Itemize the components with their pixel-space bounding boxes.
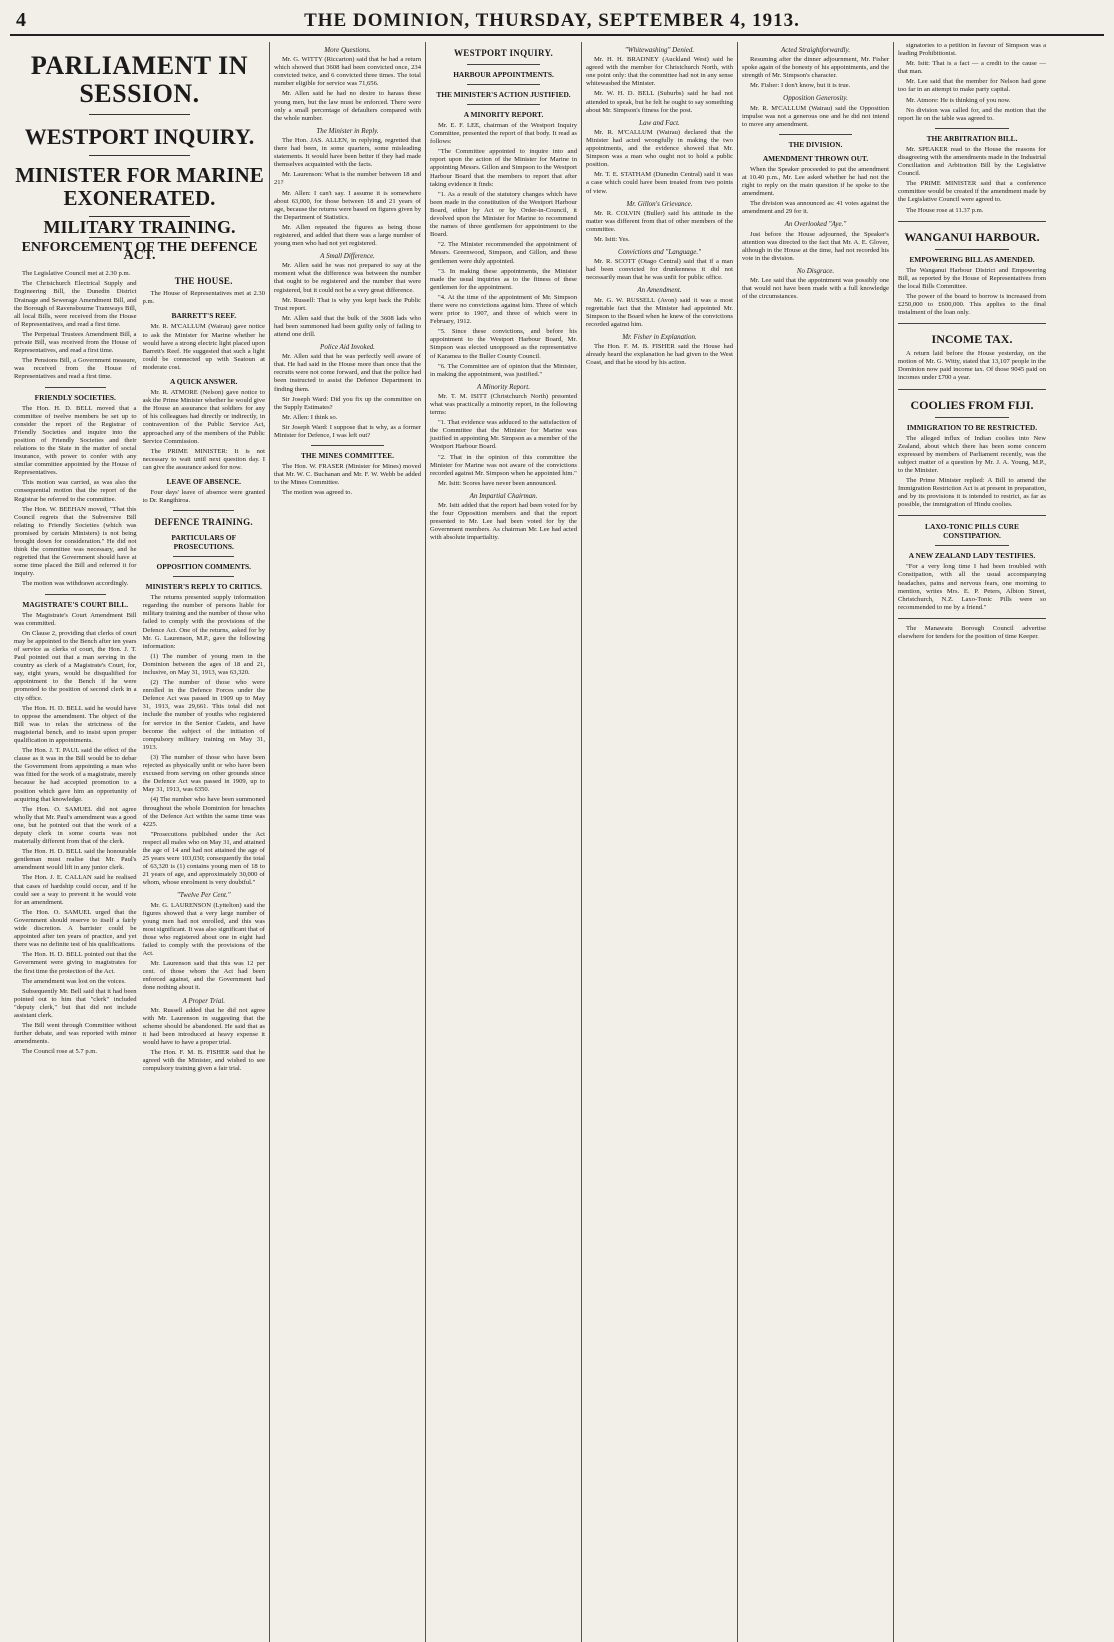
paragraph: The Hon. J. E. CALLAN said he realised that cases of hardship could occur, and if he could see a way to prevent it he would vote for an amendment.	[14, 874, 137, 906]
paragraph: The division was announced as: 41 votes against the amendment and 29 for it.	[742, 200, 889, 216]
paragraph: Four days' leave of absence were granted to Dr. Rangihiroa.	[142, 488, 265, 505]
paragraph: The Prime Minister replied: A Bill to amend the Immigration Restriction Act is at present in preparation, and by its provisions it is intended to restrict, as far as possible, the immigration of Hindu coolies.	[898, 477, 1046, 509]
section-subheading: A Minority Report.	[477, 382, 530, 391]
section-heading: WANGANUI HARBOUR.	[904, 229, 1040, 244]
lead-inner-columns	[14, 270, 265, 1075]
section-subheading: THE MINISTER'S ACTION JUSTIFIED.	[436, 90, 571, 99]
column-whitewashing	[582, 42, 738, 1642]
masthead	[10, 6, 1104, 36]
paragraph: The PRIME MINISTER said that a conference committee would be created if the amendment made by the Legislative Council were agreed to.	[898, 180, 1046, 204]
section-subheading: OPPOSITION COMMENTS.	[156, 562, 251, 572]
paragraph: This motion was carried, as was also the consequential motion that the report of the Registrar be referred to the committee.	[14, 479, 137, 503]
council-paragraphs	[14, 270, 137, 381]
paragraph: Mr. E. F. LEE, chairman of the Westport Inquiry Committee, presented the report of that body. It read as follows:	[430, 122, 577, 146]
paragraph: Mr. R. SCOTT (Otago Central) said that if a man had been convicted for drunkenness it did not necessarily mean that he was unfit for public office.	[586, 258, 733, 282]
paragraph: The Hon. H. D. BELL pointed out that the Government were giving to magistrates for the first time the protection of the Act.	[14, 951, 137, 975]
section-subheading: A NEW ZEALAND LADY TESTIFIES.	[908, 551, 1036, 561]
section-subheading: "Twelve Per Cent."	[176, 891, 231, 900]
paragraph: "6. The Committee are of opinion that the Minister, in making the appointment, was justified."	[430, 362, 577, 378]
section-subheading: Acted Straightforwardly.	[781, 46, 850, 54]
paragraph: Subsequently Mr. Bell said that it had been pointed out to him that "clerk" included "deputy clerk," but that did not include assistant clerk.	[14, 987, 137, 1019]
paragraph: Mr. T. E. STATHAM (Dunedin Central) said it was a case which could have been treated from two points of view.	[586, 171, 733, 195]
paragraph: Mr. SPEAKER read to the House the reasons for disagreeing with the amendments made in the Industrial Conciliation and Arbitration Bill by the Legislative Council.	[898, 145, 1046, 178]
section-subheading: Police Aid Invoked.	[320, 343, 375, 352]
paragraph: The Hon. J. T. PAUL said the effect of the clause as it was in the Bill would be to debar the Government from appointing a man who was fitted for the work of a magistrate, merely because he had accepted promotion to a position which gave him an opportunity of acquiring that knowledge.	[14, 747, 137, 803]
paragraph: The Hon. W. BEEHAN moved, "That this Council regrets that the Subversive Bill relating to Friendly Societies (which was promised by certain Ministers) is not being brought down for consideration." He did not think the committee was necessary, and he regretted that the Government should have at some time placed the Bill and referred it for inquiry.	[14, 505, 137, 578]
section-subheading: A Proper Trial.	[182, 996, 226, 1005]
masthead-title: THE DOMINION, THURSDAY, SEPTEMBER 4, 1913.	[304, 10, 800, 31]
paragraph: "3. In making these appointments, the Minister made the usual inquiries as to the fitness of these gentlemen for the appointment.	[430, 267, 577, 291]
section-heading: LAXO-TONIC PILLS CURE CONSTIPATION.	[925, 522, 1019, 541]
section-heading: A QUICK ANSWER.	[169, 377, 238, 387]
paragraph: Mr. Allen: I think so.	[282, 413, 338, 421]
paragraph: Sir Joseph Ward: Did you fix up the committee on the Supply Estimates?	[274, 395, 421, 411]
section-heading: BARRETT'S REEF.	[171, 311, 237, 321]
paragraph: Mr. R. ATMORE (Nelson) gave notice to ask the Prime Minister whether he would give the House an assurance that soldiers for any of his colleagues had directly or indirectly, in contravention of the Public Service Act, approached any of the members of the Public Service Commission.	[142, 389, 265, 445]
paragraph: "2. That in the opinion of this committee the Minister for Marine was not aware of the convictions recorded against Mr. Simpson when he appointed him."	[430, 453, 577, 477]
section-heading: WESTPORT INQUIRY.	[454, 48, 553, 58]
paragraph: Mr. Allen said he had no desire to harass these young men, but the law must be enforced. There were only a small percentage of defaulters compared with the whole number.	[274, 90, 421, 122]
paragraph: "For a very long time I had been troubled with Constipation, with all the usual accompanying headaches, pains and nervous fears, one morning to mention, writes Mrs. E. P. Peters, Albion Street, Christchurch, N.Z. Laxo-Tonic Pills were so recommended to me by a friend."	[898, 563, 1046, 611]
paragraph: The alleged influx of Indian coolies into New Zealand, about which there has been some concern expressed by members of Parliament recently, was the subject matter of a question by Mr. J. A. Young, M.P., to the Minister.	[898, 434, 1046, 474]
paragraph: The Hon. O. SAMUEL urged that the Government should reserve to itself a fairly wide discretion. A barrister could be appointed after ten years of practice, and yet there was no definite test of his qualifications.	[14, 908, 137, 949]
paragraph: Just before the House adjourned, the Speaker's attention was directed to the fact that Mr. A. E. Glover, although in the House at the time, had not recorded his vote in the division.	[742, 230, 889, 262]
section-subheading: EMPOWERING BILL AS AMENDED.	[909, 254, 1035, 264]
paragraph: The Bill went through Committee without further debate, and was reported with minor amendments.	[14, 1022, 137, 1046]
paragraph: The Legislative Council met at 2.30 p.m.	[22, 270, 131, 278]
section-heading: THE ARBITRATION BILL.	[926, 133, 1018, 143]
paragraph: Mr. Isitt added that the report had been voted for by the four Opposition members and that the report presented to Mr. Lee had been voted for by the Government members. As chairman Mr. Lee had acted with absolute impartiality.	[430, 502, 577, 542]
section-subheading: Mr. Gillon's Grievance.	[626, 199, 693, 208]
section-subheading: An Overlooked "Aye."	[784, 220, 847, 229]
paragraph: The Hon. O. SAMUEL did not agree wholly that Mr. Paul's amendment was a good one, but he pointed out that the work of a deputy clerk in some courts was not materially different from that of the clerk.	[14, 805, 137, 846]
paragraph: The Hon. F. M. B. FISHER said the House had already heard the explanation he had given to the West Coast, and that he stood by his action.	[586, 343, 733, 367]
paragraph: The Hon. F. M. B. FISHER said that he agreed with the Minister, and wished to see compulsory training given a fair trial.	[142, 1049, 265, 1073]
section-subheading: Mr. Fisher in Explanation.	[622, 332, 697, 341]
paragraph: Mr. Allen said he was not prepared to say at the moment what the difference was between the number that ought to be registered and the number that were registered, but it could not be a very great difference.	[274, 262, 421, 294]
paragraph: The amendment was lost on the voices.	[22, 977, 126, 985]
paragraph: "Prosecutions published under the Act respect all males who on May 31, and attained the age of 14 and had not attained the age of 25 years were 103,030; consequently the total of 63,320 is (1) contains young men of 18 to 21 years of age, and approximately 30,000 of whom, whose enrolment is very doubtful."	[142, 830, 265, 887]
section-subheading: AMENDMENT THROWN OUT.	[762, 153, 869, 163]
paragraph: Mr. Allen said that he was perfectly well aware of that. He had said in the House more than once that the recruits were not come forward, and that the police had been instructed to assist the Defence Department in finding them.	[274, 353, 421, 393]
paragraph: Mr. Allen repeated the figures as being those registered, and added that there was a large number of young men who had not yet registered.	[274, 223, 421, 248]
column-westport	[426, 42, 582, 1642]
paragraph: The Magistrate's Court Amendment Bill was committed.	[14, 611, 137, 627]
paragraph: "The Committee appointed to inquire into and report upon the action of the Minister for Marine in appointing Messrs. Gillon and Simpson to the Westport Harbour Board that the members to report that after taking evidence it finds:	[430, 148, 577, 188]
section-heading: THE MINES COMMITTEE.	[300, 451, 394, 461]
paragraph: Mr. Laurenson said that this was 12 per cent. of those whom the Act had been enforced against, and the Government had done nothing about it.	[142, 960, 265, 992]
paragraph: Mr. Atmore: He is thinking of you now.	[906, 96, 1011, 104]
section-subheading: An Impartial Chairman.	[469, 491, 538, 500]
paragraph: The Perpetual Trustees Amendment Bill, a private Bill, was received from the House of Representatives, and read a first time.	[14, 330, 137, 355]
headline-enforcement: ENFORCEMENT OF THE DEFENCE ACT.	[21, 240, 258, 264]
section-subheading: MINISTER'S REPLY TO CRITICS.	[145, 582, 262, 592]
paragraph: The Council rose at 5.7 p.m.	[22, 1048, 98, 1056]
paragraph: The returns presented supply information regarding the number of persons liable for military training and the number of those who failed to comply with the provisions of the Defence Act. One of the returns, asked for by Mr. G. Laurenson, M.P., gave the following information:	[142, 594, 265, 650]
paragraph: (1) The number of young men in the Dominion between the ages of 18 and 21, inclusive, on May 31, 1913, was 63,320.	[142, 652, 265, 676]
paragraph: On Clause 2, providing that clerks of court may be appointed to the Bench after ten years of service as clerks of court, the Hon. J. T. Paul pointed out that a man serving in the country as clerk of a Magistrate's Court, for, say, eight years, would be disqualified for appointment to the Bench if he were promoted to the position of second clerk in a city office.	[14, 629, 137, 702]
lead-inner-left	[14, 270, 137, 1075]
paragraph: "5. Since these convictions, and before his appointment to the Westport Harbour Board, Mr. Simpson was elected unopposed as the representative of Karamea to the Buller County Council.	[430, 328, 577, 360]
paragraph: Mr. Russell: That is why you kept back the Public Trust report.	[274, 296, 421, 312]
paragraph: The Hon. H. D. BELL said he would have to oppose the amendment. The object of the Bill was to relax the strictness of the magisterial bench, and to insist upon proper qualification in appointments.	[14, 704, 137, 744]
column-division	[738, 42, 894, 1642]
paragraph: Mr. T. M. ISITT (Christchurch North) presented what was practically a minority report, in the following terms:	[430, 392, 577, 417]
article-columns	[10, 42, 1104, 1642]
lead-column	[10, 42, 270, 1642]
section-heading: THE DIVISION.	[788, 139, 843, 149]
paragraph: The Hon. JAS. ALLEN, in replying, regretted that there had been, in some quarters, some misleading statements. It would have been better if they had made themselves acquainted with the facts.	[274, 136, 421, 169]
section-heading: LEAVE OF ABSENCE.	[166, 476, 242, 486]
paragraph: (4) The number who have been summoned throughout the whole Dominion for breaches of the Defence Act within the same time was 4225.	[142, 796, 265, 828]
section-heading: THE HOUSE.	[174, 276, 233, 287]
section-subheading: HARBOUR APPOINTMENTS.	[453, 70, 554, 79]
paragraph: "1. That evidence was adduced to the satisfaction of the Committee that the Minister for Marine was justified in appointing Mr. Simpson as a member of the Westport Harbour Board.	[430, 419, 577, 451]
paragraph: The Hon. H. D. BELL moved that a committee of twelve members be set up to consider the report of the Registrar of Friendly Societies and inquire into the position of Friendly Societies and their relations to the State in the matter of social insurance, with power to confer with any similar committee appointed by the House of Representatives.	[14, 404, 137, 477]
paragraph: Mr. G. W. RUSSELL (Avon) said it was a most regrettable fact that the Minister had appointed Mr. Simpson to the Board when he knew of the convictions recorded against him.	[586, 296, 733, 328]
paragraph: Mr. Russell added that he did not agree with Mr. Laurenson in suggesting that the scheme should be abandoned. He said that as it had been introduced at heavy expense it would have to have a proper trial.	[142, 1006, 265, 1047]
section-subheading: Opposition Generosity.	[783, 94, 848, 103]
section-subheading: Law and Fact.	[639, 118, 680, 127]
paragraph: Sir Joseph Ward: I suppose that is why, as a former Minister for Defence, I was left out?	[274, 423, 421, 440]
paragraph: (2) The number of those who were enrolled in the Defence Forces under the Defence Act was passed in 1909 up to May 31, 1913, was 29,661. This total did not include the number of youths who registered for service in the Senior Cadets, and have become the subject of the initiation of compulsory military training on May 31, 1913.	[142, 679, 265, 751]
paragraph: The Manawatu Borough Council advertise elsewhere for tenders for the position of time Keeper.	[898, 624, 1046, 641]
paragraph: Mr. Isitt: That is a fact — a credit to the cause — that man.	[898, 60, 1046, 76]
paragraph: Mr. R. M'CALLUM (Wairau) said the Opposition impulse was not a generous one and he did not intend to move any amendment.	[742, 104, 889, 128]
paragraph: (3) The number of those who have been rejected as physically unfit or who have been excused from serving on other grounds since the Defence Act was passed in 1909, up to May 31, 1913, was 6350.	[142, 753, 265, 794]
headline-westport: WESTPORT INQUIRY.	[24, 124, 255, 149]
paragraph: signatories to a petition in favour of Simpson was a leading Prohibitionist.	[898, 42, 1046, 58]
page-number: 4	[16, 9, 26, 31]
section-subheading: IMMIGRATION TO BE RESTRICTED.	[906, 422, 1038, 432]
section-heading: DEFENCE TRAINING.	[154, 517, 253, 528]
section-subheading: The Minister in Reply.	[316, 126, 379, 135]
paragraph: Mr. Allen said that the bulk of the 3608 lads who had been summoned had been guilty only of failing to attend one drill.	[274, 314, 421, 338]
paragraph: Mr. R. COLVIN (Buller) said his attitude in the matter was different from that of other members of the committee.	[586, 209, 733, 233]
paragraph: A return laid before the House yesterday, on the motion of Mr. G. Witty, stated that 13,107 people in the Dominion now paid income tax. Of those 9045 paid on incomes under £700 a year.	[898, 350, 1046, 382]
paragraph: Mr. R. M'CALLUM (Wairau) gave notice to ask the Minister for Marine whether he would have a strong electric light placed upon Barrett's Reef. He suggested that such a light could be connected up with Seatoun at moderate cost.	[142, 323, 265, 371]
paragraph: Mr. Fisher: I don't know, but it is true.	[750, 82, 851, 90]
paragraph: Mr. H. H. BRADNEY (Auckland West) said he agreed with the member for Christchurch North, with one point only: that the committee had not in any sense whitewashed the Minister.	[586, 56, 733, 88]
paragraph: Mr. Lee said that the appointment was possibly one that would not have been made with a full knowledge of the circumstances.	[742, 276, 889, 301]
paragraph: Resuming after the dinner adjournment, Mr. Fisher spoke again of the honesty of his appointments, and the strength of Mr. Simpson's character.	[742, 56, 889, 80]
paragraph: Mr. W. H. D. BELL (Suburbs) said he had not attended to speak, but he felt he ought to say something about Mr. Simpson's fitness for the post.	[586, 90, 733, 114]
paragraph: No division was called for, and the motion that the report lie on the table was agreed to.	[898, 106, 1046, 122]
paragraph: Mr. Allen: I can't say. I assume it is somewhere about 63,000, for those between 18 and 21 years of age, because the returns were based on figures given by the Department of Statistics.	[274, 189, 421, 221]
paragraph: Mr. Laurenson: What is the number between 18 and 21?	[274, 171, 421, 187]
paragraph: The motion was agreed to.	[282, 489, 353, 497]
paragraph: "4. At the time of the appointment of Mr. Simpson there were no convictions against him. Three of which were prior to 1907, and three of which were in February, 1912.	[430, 293, 577, 326]
section-subheading: PARTICULARS OF PROSECUTIONS.	[171, 533, 237, 552]
headline-parliament: PARLIAMENT IN SESSION.	[30, 51, 249, 108]
section-subheading: No Disgrace.	[796, 266, 835, 275]
paragraph: The Hon. H. D. BELL said the honourable gentleman must realise that Mr. Paul's amendment would lift in any junior clerk.	[14, 848, 137, 872]
paragraph: The House of Representatives met at 2.30 p.m.	[142, 290, 265, 306]
paragraph: The PRIME MINISTER: It is not necessary to wait until next question day. I can give the assurance asked for now.	[142, 447, 265, 471]
column-defence-continued	[270, 42, 426, 1642]
paragraph: The power of the board to borrow is increased from £250,000 to £600,000. This applies to the final instalment of the loan only.	[898, 292, 1046, 317]
paragraph: The Hon. W. FRASER (Minister for Mines) moved that Mr. W. C. Buchanan and Mr. F. W. Webb be added to the Mines Committee.	[274, 463, 421, 487]
paragraph: "2. The Minister recommended the appointment of Messrs. Greenwood, Simpson, and Gillon, and these gentlemen were duly appointed.	[430, 241, 577, 265]
paragraph: When the Speaker proceeded to put the amendment at 10.40 p.m., Mr. Lee asked whether he had not the right to reply on the main question if he spoke to the amendment.	[742, 165, 889, 198]
paragraph: Mr. G. LAURENSON (Lyttelton) said the figures showed that a very large number of young men had not enrolled, and this was most significant. It was also significant that of those who registered about one in eight had failed to comply with the provisions of the Act.	[142, 901, 265, 958]
paragraph: Mr. Isitt: Yes.	[594, 235, 630, 243]
paragraph: Mr. G. WITTY (Riccarton) said that he had a return which showed that 3608 had been convicted once, 234 convicted twice, and 6 convicted three times. The total number eligible for service was 71,656.	[274, 56, 421, 88]
column-right	[894, 42, 1050, 1642]
lead-inner-right	[143, 270, 266, 1075]
section-subheading: More Questions.	[324, 46, 371, 54]
headline-military: MILITARY TRAINING.	[43, 217, 236, 237]
paragraph: The Wanganui Harbour District and Empowering Bill, as reported by the House of Representatives from the local Bills Committee.	[898, 266, 1046, 290]
section-subheading: An Amendment.	[637, 286, 682, 295]
section-subheading: Convictions and "Language."	[617, 248, 702, 257]
section-heading: INCOME TAX.	[931, 332, 1013, 347]
headline-minister: MINISTER FOR MARINE EXONERATED.	[15, 163, 264, 210]
paragraph: The Christchurch Electrical Supply and Engineering Bill, the Dunedin District Drainage and Sewerage Amendment Bill, and the Borough of Ravensbourne Tramways Bill, all local Bills, were received from the House of Representatives, and read a first time.	[14, 280, 137, 328]
paragraph: "1. As a result of the statutory changes which have been made in the constitution of the Westport Harbour Board, either by Act or by Order-in-Council, it devolved upon the Minister for Marine to recommend the names of three gentlemen for appointment to the Board.	[430, 190, 577, 239]
section-heading: MAGISTRATE'S COURT BILL.	[22, 599, 129, 609]
section-subheading: A Small Difference.	[320, 252, 375, 261]
section-heading: COOLIES FROM FIJI.	[910, 397, 1034, 412]
paragraph: The Pensions Bill, a Government measure, was received from the House of Representatives and read a first time.	[14, 357, 137, 381]
paragraph: Mr. R. M'CALLUM (Wairau) declared that the Minister had acted wrongfully in making the two appointments, and the evidence showed that Mr. Simpson was a man who ought not to hold a public position.	[586, 128, 733, 169]
section-subheading: "Whitewashing" Denied.	[624, 46, 695, 54]
section-subheading: A MINORITY REPORT.	[463, 110, 544, 119]
paragraph: The House rose at 11.37 p.m.	[906, 206, 984, 214]
paragraph: Mr. Lee said that the member for Nelson had gone too far in an attempt to make party capital.	[898, 78, 1046, 94]
paragraph: Mr. Isitt: Scores have never been announced.	[438, 479, 557, 487]
section-heading: FRIENDLY SOCIETIES.	[34, 392, 116, 402]
paragraph: The motion was withdrawn accordingly.	[22, 580, 129, 588]
